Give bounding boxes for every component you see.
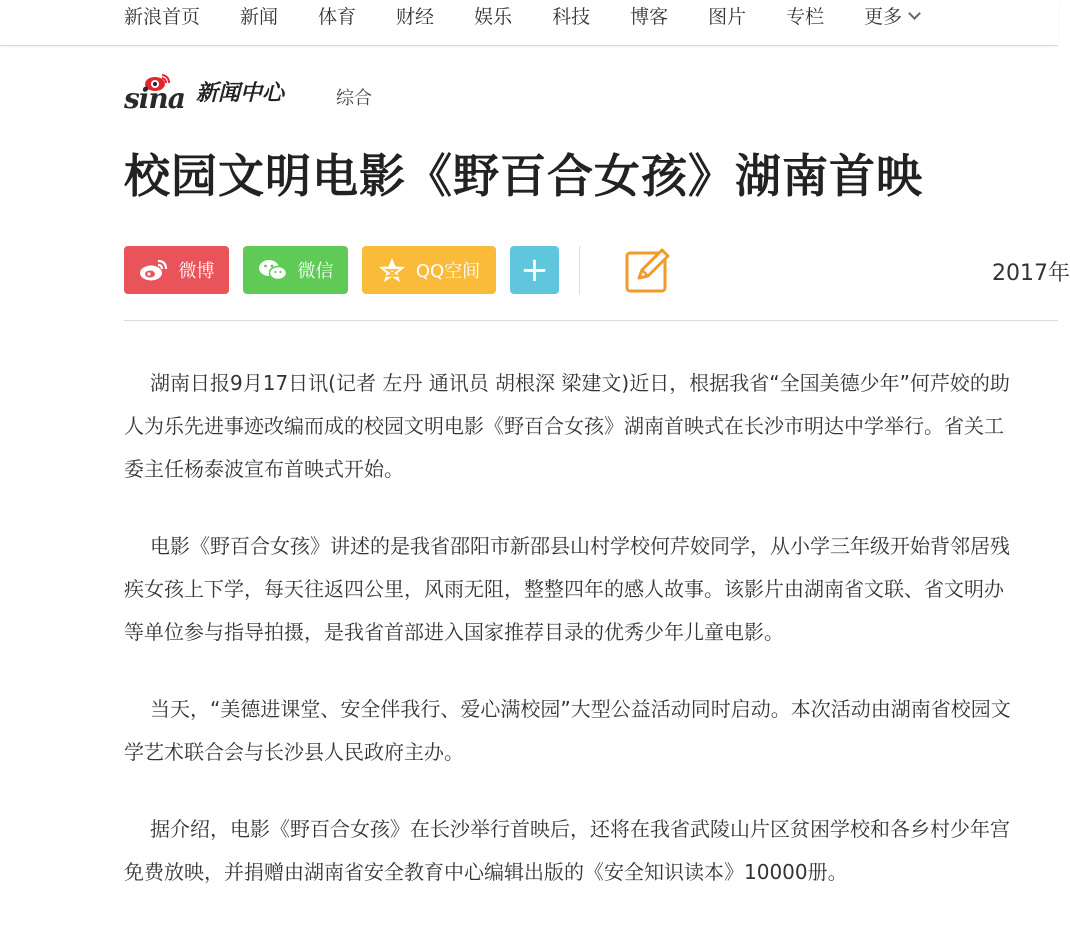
- nav-item-entertainment[interactable]: 娱乐: [474, 6, 513, 28]
- plus-icon: +: [520, 250, 549, 290]
- nav-more-menu[interactable]: [864, 5, 919, 29]
- share-weixin-label: 微信: [297, 261, 334, 282]
- wechat-icon: [258, 258, 288, 282]
- sina-news-logo[interactable]: [124, 66, 284, 116]
- share-more-button[interactable]: [510, 246, 559, 294]
- article-paragraph: 当天，“美德进课堂、安全伴我行、爱心满校园”大型公益活动同时启动。本次活动由湖南省校园文学艺术联合会与长沙县人民政府主办。: [124, 697, 1011, 764]
- nav-item-photos[interactable]: 图片: [708, 6, 747, 28]
- share-qzone-button[interactable]: [362, 246, 496, 294]
- nav-more-label: 更多: [864, 6, 903, 28]
- share-weibo-button[interactable]: [124, 246, 229, 294]
- qzone-star-icon: [378, 257, 406, 283]
- top-navigation: [0, 0, 1058, 46]
- article-paragraph: 湖南日报9月17日讯(记者 左丹 通讯员 胡根深 梁建文)近日，根据我省“全国美德少年”何芹姣的助人为乐先进事迹改编而成的校园文明电影《野百合女孩》湖南首映式在长沙市明达中学举行。省关工委主任杨泰波宣布首映式开始。: [124, 371, 1010, 481]
- sina-logo-text: sina: [124, 82, 185, 115]
- chevron-down-icon: [908, 7, 921, 20]
- article-paragraph: 据介绍，电影《野百合女孩》在长沙举行首映后，还将在我省武陵山片区贫困学校和各乡村少年宫免费放映，并捐赠由湖南省安全教育中心编辑出版的《安全知识读本》10000册。: [124, 817, 1010, 884]
- nav-item-tech[interactable]: 科技: [552, 6, 591, 28]
- sina-logo: [124, 68, 194, 114]
- nav-item-news[interactable]: 新闻: [240, 6, 279, 28]
- weibo-icon: [139, 258, 169, 282]
- share-weixin-button[interactable]: [243, 246, 348, 294]
- edit-comment-icon[interactable]: [624, 245, 674, 295]
- nav-item-columns[interactable]: 专栏: [786, 6, 825, 28]
- nav-item-finance[interactable]: 财经: [396, 6, 435, 28]
- share-divider: [579, 246, 580, 294]
- nav-item-sina-home[interactable]: 新浪首页: [124, 6, 201, 28]
- article-body: [124, 362, 1018, 928]
- publish-date: 2017年: [992, 261, 1070, 286]
- article-paragraph: 电影《野百合女孩》讲述的是我省邵阳市新邵县山村学校何芹姣同学，从小学三年级开始背邻居残疾女孩上下学，每天往返四公里，风雨无阻，整整四年的感人故事。该影片由湖南省文联、省文明办等单位参与指导拍摄，是我省首部进入国家推荐目录的优秀少年儿童电影。: [124, 534, 1010, 644]
- share-bar: [124, 245, 674, 295]
- article-title: 校园文明电影《野百合女孩》湖南首映: [124, 149, 923, 203]
- nav-item-sports[interactable]: 体育: [318, 6, 357, 28]
- nav-item-blog[interactable]: 博客: [630, 6, 669, 28]
- share-qzone-label: QQ空间: [415, 261, 481, 282]
- share-weibo-label: 微博: [178, 261, 215, 282]
- channel-link[interactable]: 综合: [336, 88, 372, 109]
- news-center-label: 新闻中心: [196, 79, 285, 106]
- header-divider: [124, 320, 1058, 321]
